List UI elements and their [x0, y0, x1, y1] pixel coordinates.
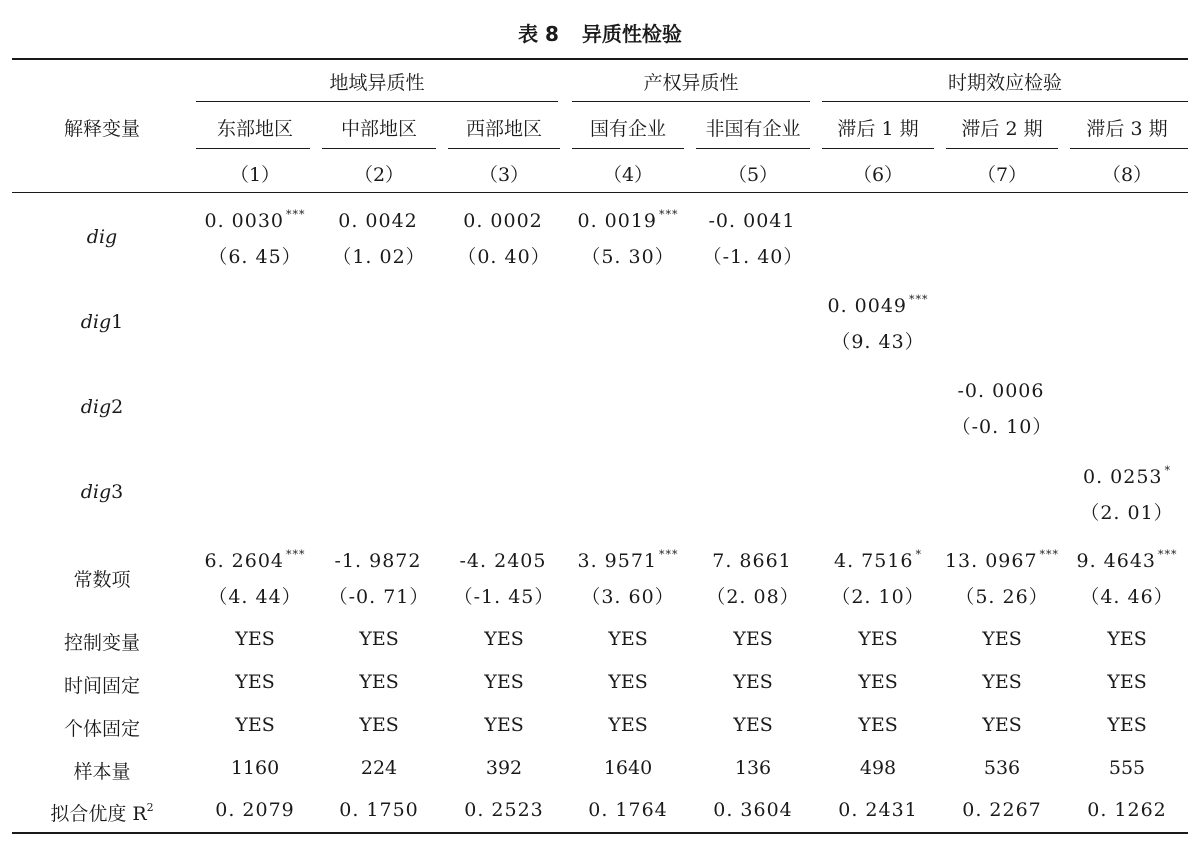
dig1-t-6: （9. 43）: [831, 331, 925, 353]
row-label-dig2: dig2: [80, 396, 124, 418]
const-t-3: （-1. 45）: [453, 586, 555, 608]
col-number-7: （7）: [976, 164, 1028, 186]
const-t-2: （-0. 71）: [328, 586, 430, 608]
sample-5: 136: [734, 757, 772, 779]
col-header-8: 滞后 3 期: [1086, 118, 1168, 140]
col-header-1: 东部地区: [216, 118, 293, 140]
col-rule-6: [822, 148, 934, 149]
sample-4: 1640: [603, 757, 653, 779]
const-t-1: （4. 44）: [208, 586, 302, 608]
const-coef-3: -4. 2405: [459, 550, 547, 572]
col-rule-8: [1070, 148, 1188, 149]
const-t-7: （5. 26）: [955, 586, 1049, 608]
col-number-3: （3）: [478, 164, 530, 186]
entity-fixed-1: YES: [235, 714, 275, 736]
r2-7: 0. 2267: [962, 799, 1042, 821]
header-rule: [12, 192, 1188, 193]
const-coef-7: 13. 0967 ***: [944, 548, 1060, 572]
time-fixed-4: YES: [608, 671, 648, 693]
time-fixed-1: YES: [235, 671, 275, 693]
controls-8: YES: [1107, 628, 1147, 650]
table-caption: [0, 18, 1200, 47]
group-rule-region: [196, 101, 558, 102]
const-coef-1: 6. 2604 ***: [204, 548, 306, 572]
col-number-2: （2）: [353, 164, 405, 186]
col-rule-5: [696, 148, 810, 149]
controls-4: YES: [608, 628, 648, 650]
col-number-4: （4）: [602, 164, 654, 186]
dig-t-1: （6. 45）: [208, 246, 302, 268]
entity-fixed-2: YES: [359, 714, 399, 736]
sample-2: 224: [360, 757, 398, 779]
group-header-region: 地域异质性: [329, 72, 425, 94]
r2-8: 0. 1262: [1087, 799, 1167, 821]
col-rule-4: [572, 148, 684, 149]
dig-t-2: （1. 02）: [332, 246, 426, 268]
row-label-controls: 控制变量: [63, 632, 140, 654]
sample-3: 392: [485, 757, 523, 779]
const-coef-6: 4. 7516 *: [833, 548, 923, 572]
time-fixed-6: YES: [858, 671, 898, 693]
col-number-6: （6）: [852, 164, 904, 186]
sample-8: 555: [1108, 757, 1146, 779]
group-rule-lag: [822, 101, 1188, 102]
row-label-constant: 常数项: [73, 569, 131, 591]
entity-fixed-5: YES: [733, 714, 773, 736]
col-number-8: （8）: [1101, 164, 1153, 186]
controls-1: YES: [235, 628, 275, 650]
controls-6: YES: [858, 628, 898, 650]
time-fixed-2: YES: [359, 671, 399, 693]
dig-t-3: （0. 40）: [457, 246, 551, 268]
col-header-2: 中部地区: [340, 118, 417, 140]
entity-fixed-4: YES: [608, 714, 648, 736]
controls-3: YES: [484, 628, 524, 650]
col-header-7: 滞后 2 期: [961, 118, 1043, 140]
dig3-t-8: （2. 01）: [1080, 502, 1174, 524]
time-fixed-7: YES: [982, 671, 1022, 693]
r2-3: 0. 2523: [464, 799, 544, 821]
dig2-coef-7: -0. 0006: [957, 380, 1045, 402]
row-label-time-fixed: 时间固定: [63, 675, 140, 697]
col-rule-7: [946, 148, 1058, 149]
entity-fixed-7: YES: [982, 714, 1022, 736]
r2-6: 0. 2431: [838, 799, 918, 821]
dig-coef-5: -0. 0041: [708, 210, 796, 232]
const-coef-4: 3. 9571 ***: [577, 548, 679, 572]
r2-2: 0. 1750: [339, 799, 419, 821]
r2-5: 0. 3604: [713, 799, 793, 821]
sample-6: 498: [859, 757, 897, 779]
group-rule-ownership: [572, 101, 810, 102]
const-t-4: （3. 60）: [581, 586, 675, 608]
bottom-rule: [12, 832, 1188, 834]
col-rule-1: [196, 148, 310, 149]
time-fixed-5: YES: [733, 671, 773, 693]
col-rule-2: [322, 148, 436, 149]
const-coef-8: 9. 4643 ***: [1076, 548, 1178, 572]
row-label-sample: 样本量: [73, 761, 131, 783]
const-t-6: （2. 10）: [831, 586, 925, 608]
const-t-5: （2. 08）: [706, 586, 800, 608]
col-header-4: 国有企业: [589, 118, 666, 140]
dig-coef-4: 0. 0019 ***: [577, 208, 679, 232]
const-coef-5: 7. 8661: [712, 550, 792, 572]
controls-2: YES: [359, 628, 399, 650]
sample-7: 536: [983, 757, 1021, 779]
table-title: 异质性检验: [581, 22, 682, 46]
controls-5: YES: [733, 628, 773, 650]
entity-fixed-6: YES: [858, 714, 898, 736]
sample-1: 1160: [230, 757, 280, 779]
col-number-5: （5）: [727, 164, 779, 186]
entity-fixed-8: YES: [1107, 714, 1147, 736]
dig-coef-1: 0. 0030 ***: [204, 208, 306, 232]
const-t-8: （4. 46）: [1080, 586, 1174, 608]
col-number-1: （1）: [229, 164, 281, 186]
dig-coef-3: 0. 0002: [463, 210, 543, 232]
controls-7: YES: [982, 628, 1022, 650]
var-header: 解释变量: [63, 118, 140, 140]
dig3-coef-8: 0. 0253 *: [1082, 464, 1172, 488]
row-label-r2: 拟合优度 $R^2$: [50, 801, 154, 825]
dig-t-4: （5. 30）: [581, 246, 675, 268]
const-coef-2: -1. 9872: [334, 550, 422, 572]
row-label-entity-fixed: 个体固定: [63, 718, 140, 740]
col-header-5: 非国有企业: [705, 118, 801, 140]
entity-fixed-3: YES: [484, 714, 524, 736]
time-fixed-3: YES: [484, 671, 524, 693]
row-label-dig1: dig1: [80, 311, 124, 333]
group-header-lag: 时期效应检验: [947, 72, 1062, 94]
top-rule: [12, 58, 1188, 60]
dig-coef-2: 0. 0042: [338, 210, 418, 232]
row-label-dig: dig: [86, 226, 118, 248]
col-header-3: 西部地区: [465, 118, 542, 140]
dig1-coef-6: 0. 0049 ***: [827, 293, 929, 317]
group-header-ownership: 产权异质性: [643, 72, 739, 94]
dig-t-5: （-1. 40）: [702, 246, 804, 268]
col-rule-3: [448, 148, 560, 149]
col-header-6: 滞后 1 期: [837, 118, 919, 140]
time-fixed-8: YES: [1107, 671, 1147, 693]
r2-4: 0. 1764: [588, 799, 668, 821]
table-number: 表 8: [518, 22, 559, 46]
r2-1: 0. 2079: [215, 799, 295, 821]
row-label-dig3: dig3: [80, 481, 124, 503]
dig2-t-7: （-0. 10）: [951, 416, 1053, 438]
